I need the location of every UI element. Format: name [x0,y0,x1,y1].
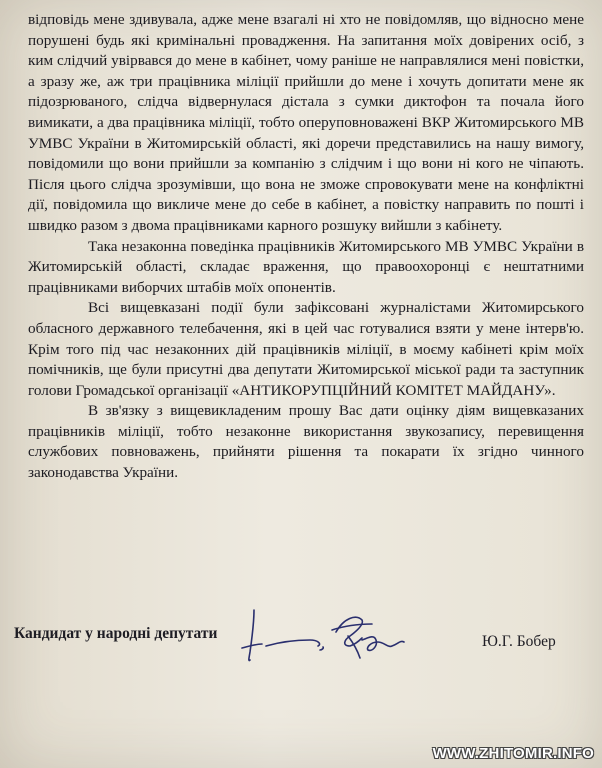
paragraph-2: Така незаконна поведінка працівників Житомирського МВ УМВС України в Житомирській області, складає враження, що правоохоронці є нештатними працівниками виборчих штабів моїх опонентів. [28,237,584,296]
paragraph-4: В зв'язку з вищевикладеним прошу Вас дати оцінку діям вищевказаних працівників міліції, тобто незаконне використання звукозапису, перевищення службових повноважень, прийняти рішення та покарати їх згідно чинного законодавства України. [28,402,584,482]
watermark-text: WWW.ZHITOMIR.INFO [432,745,594,762]
signer-name: Ю.Г. Бобер [482,633,556,650]
signature-block [0,600,602,690]
paragraph-1: відповідь мене здивувала, адже мене взагалі ні хто не повідомляв, що відносно мене порушені будь які кримінальні провадження. На запитання моїх довірених осіб, з ким слідчий увірвався до мене в кабінет, чому раніше не направлялися мені повістки, а зразу же, аж три працівника міліції прийшли до мене і хочуть допитати мене як підозрюваного, слідча відвернулася дістала з сумки диктофон та почала його вимикати, а два працівника міліції, тобто оперуповноважені ВКР Житомирського МВ УМВС України в Житомирській області, які доречи представились на нашу вимогу, повідомили що вони прийшли за компанію з слідчим і що вони ні кого не чіпають. Після цього слідча зрозумівши, що вона не зможе спровокувати мене на конфліктні дії, повідомила що викличе мене до себе в кабінет, а повістку направить по пошті і швидко разом з двома працівниками карного розшуку вийшли з кабінету. [28,11,584,234]
document-body [28,10,584,484]
handwritten-signature [232,600,422,680]
candidate-label: Кандидат у народні депутати [14,625,218,642]
paragraph-3: Всі вищевказані події були зафіксовані журналістами Житомирського обласного державного телебачення, які в цей час готувалися взяти у мене інтерв'ю. Крім того під час незаконних дій працівників міліції, в моєму кабінеті крім моїх помічників, ще були присутні два депутати Житомирської міської ради та заступник голови Громадської організації «АНТИКОРУПЦІЙНИЙ КОМІТЕТ МАЙДАНУ». [28,299,584,399]
